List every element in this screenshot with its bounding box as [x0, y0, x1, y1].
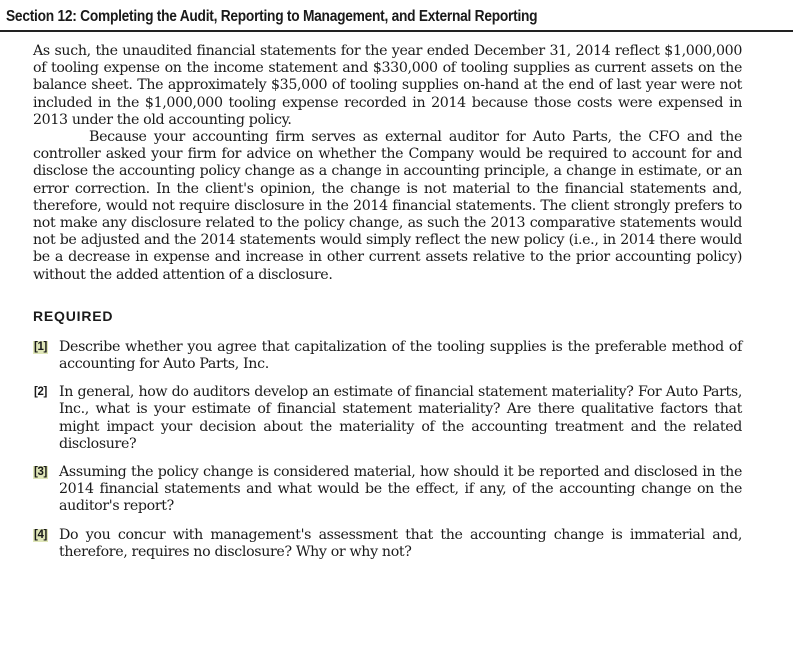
required-list: [33, 339, 742, 561]
required-item-text: In general, how do auditors develop an estimate of financial statement materiality? For Auto Parts, Inc., what is your estimate of financial statement materiality? Are there qualitative factors that might impact your decision about the materiality of the accounting treatment and the related disclosure?: [59, 384, 742, 452]
section-title: Section 12: Completing the Audit, Reporting to Management, and External Reporting: [6, 8, 538, 25]
required-item-number: [4]: [34, 528, 48, 541]
body-paragraph-2: Because your accounting firm serves as external auditor for Auto Parts, the CFO and the controller asked your firm for advice on whether the Company would be required to account for and disclose the accounting policy change as a change in accounting principle, a change in estimate, or an error correction. In the client's opinion, the change is not material to the financial statements and, therefore, would not require disclosure in the 2014 financial statements. The client strongly prefers to not make any disclosure related to the policy change, as such the 2013 comparative statements would not be adjusted and the 2014 statements would simply reflect the new policy (i.e., in 2014 there would be a decrease in expense and increase in other current assets relative to the prior accounting policy) without the added attention of a disclosure.: [33, 129, 742, 283]
required-item-number: [3]: [34, 466, 48, 479]
document-body: [33, 43, 742, 572]
required-item-1: [33, 339, 742, 373]
required-item-2: [33, 384, 742, 453]
required-item-text: Do you concur with management's assessment that the accounting change is immaterial and, therefore, requires no disclosure? Why or why not?: [59, 526, 742, 560]
body-paragraph-1: As such, the unaudited financial statements for the year ended December 31, 2014 reflect $1,000,000 of tooling expense on the income statement and $330,000 of tooling supplies as current assets on the balance sheet. The approximately $35,000 of tooling supplies on-hand at the end of last year were not included in the $1,000,000 tooling expense recorded in 2014 because those costs were expensed in 2013 under the old accounting policy.: [33, 43, 742, 128]
section-header: [0, 0, 793, 32]
required-heading: REQUIRED: [33, 307, 114, 324]
required-item-number: [1]: [34, 340, 48, 353]
required-item-4: [33, 527, 742, 561]
required-item-number: [2]: [34, 386, 48, 399]
required-item-text: Describe whether you agree that capitalization of the tooling supplies is the preferable method of accounting for Auto Parts, Inc.: [59, 338, 742, 373]
required-item-3: [33, 464, 742, 516]
required-item-text: Assuming the policy change is considered material, how should it be reported and disclosed in the 2014 financial statements and what would be the effect, if any, of the accounting change on the auditor's report?: [59, 464, 742, 515]
